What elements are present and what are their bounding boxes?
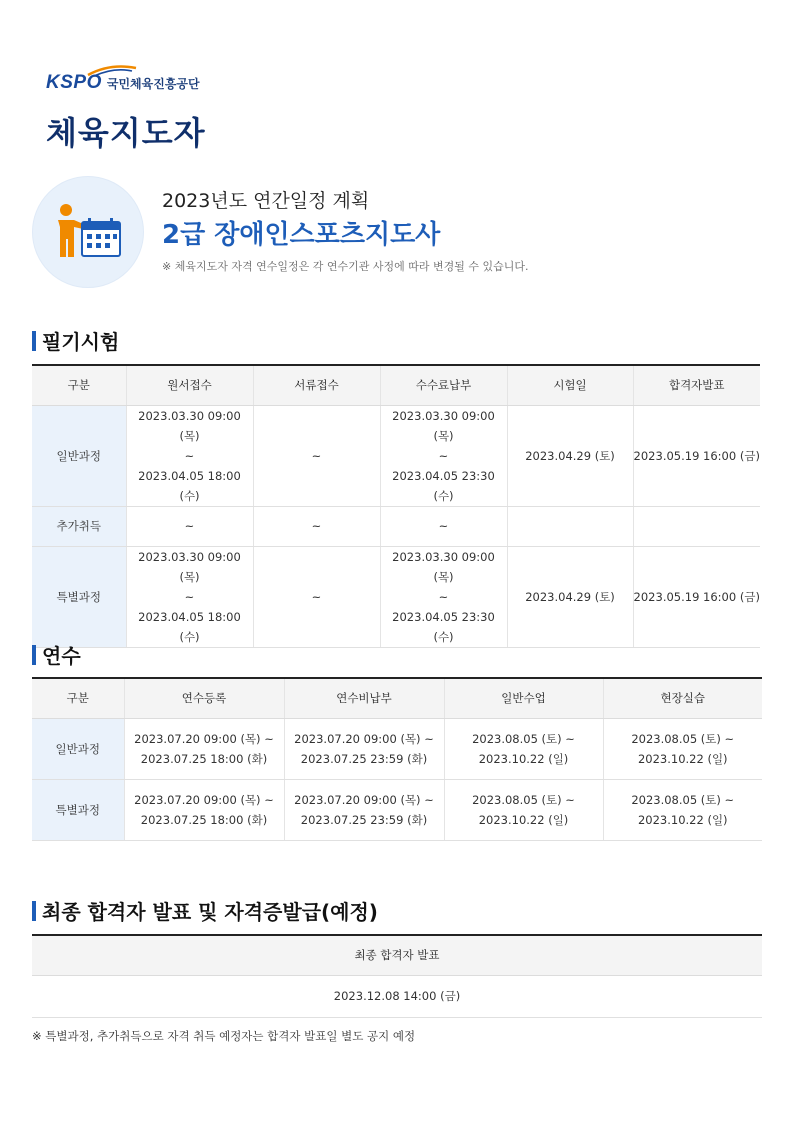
table-cell: 2023.07.20 09:00 (목) ~ 2023.07.25 23:59 (화) [284,779,444,840]
table-cell: 2023.08.05 (토) ~ 2023.10.22 (일) [603,779,762,840]
column-header: 일반수업 [444,678,603,718]
column-header: 연수등록 [124,678,284,718]
column-header: 서류접수 [253,365,380,405]
table-cell: 2023.03.30 09:00 (목) ~ 2023.04.05 18:00 (수) [126,546,253,647]
written-exam-table [32,364,760,648]
org-name: 국민체육진흥공단 [106,77,200,91]
table-cell: ~ [126,506,253,546]
table-cell: 2023.08.05 (토) ~ 2023.10.22 (일) [444,718,603,779]
table-cell [507,506,633,546]
year-plan-title: 2023년도 연간일정 계획 [162,190,370,212]
table-cell: 2023.03.30 09:00 (목) ~ 2023.04.05 18:00 (수) [126,405,253,506]
bottom-note: ※ 특별과정, 추가취득으로 자격 취득 예정자는 합격자 발표일 별도 공지 예정 [32,1029,416,1043]
section-heading-label: 연수 [42,644,81,668]
kspo-swoosh-icon [86,65,138,77]
table-cell: 2023.05.19 16:00 (금) [633,405,760,506]
row-header: 일반과정 [32,405,126,506]
table-cell: 2023.08.05 (토) ~ 2023.10.22 (일) [444,779,603,840]
table-row [32,546,760,647]
section-heading-label: 필기시험 [42,330,120,354]
instructor-calendar-icon [52,200,124,264]
kspo-logo [46,72,200,94]
column-header: 현장실습 [603,678,762,718]
column-header: 원서접수 [126,365,253,405]
table-cell: ~ [253,546,380,647]
table-cell: 2023.07.20 09:00 (목) ~ 2023.07.25 23:59 (화) [284,718,444,779]
table-cell: ~ [253,506,380,546]
row-header: 특별과정 [32,546,126,647]
table-cell: 2023.04.29 (토) [507,546,633,647]
column-header: 합격자발표 [633,365,760,405]
table-row [32,506,760,546]
table-row [32,975,762,1017]
table-cell [633,506,760,546]
section-heading-written-exam [32,326,119,355]
heading-bar [32,901,36,921]
logo-mark: KSPO [46,72,102,93]
table-cell: 2023.07.20 09:00 (목) ~ 2023.07.25 18:00 (화) [124,718,284,779]
section-heading-label: 최종 합격자 발표 및 자격증발급(예정) [42,900,378,924]
table-cell: 2023.03.30 09:00 (목) ~ 2023.04.05 23:30 (수) [380,405,507,506]
section-heading-training [32,640,81,669]
table-cell: 2023.05.19 16:00 (금) [633,546,760,647]
table-cell: 2023.08.05 (토) ~ 2023.10.22 (일) [603,718,762,779]
column-header: 구분 [32,365,126,405]
row-header: 특별과정 [32,779,124,840]
column-header: 연수비납부 [284,678,444,718]
table-cell: ~ [380,506,507,546]
column-header: 최종 합격자 발표 [32,935,762,975]
table-cell: 2023.12.08 14:00 (금) [32,975,762,1017]
final-announcement-table [32,934,762,1018]
table-cell: 2023.04.29 (토) [507,405,633,506]
heading-bar [32,331,36,351]
section-heading-final [32,896,378,925]
grade-title: 2급 장애인스포츠지도사 [162,220,441,250]
training-table [32,677,762,841]
table-row [32,718,762,779]
row-header: 추가취득 [32,506,126,546]
row-header: 일반과정 [32,718,124,779]
table-cell: ~ [253,405,380,506]
table-row [32,779,762,840]
column-header: 수수료납부 [380,365,507,405]
heading-bar [32,645,36,665]
table-row [32,405,760,506]
column-header: 시험일 [507,365,633,405]
page-title: 체육지도자 [46,114,206,152]
schedule-notice: ※ 체육지도자 자격 연수일정은 각 연수기관 사정에 따라 변경될 수 있습니다. [162,260,529,273]
table-cell: 2023.03.30 09:00 (목) ~ 2023.04.05 23:30 (수) [380,546,507,647]
column-header: 구분 [32,678,124,718]
table-cell: 2023.07.20 09:00 (목) ~ 2023.07.25 18:00 (화) [124,779,284,840]
